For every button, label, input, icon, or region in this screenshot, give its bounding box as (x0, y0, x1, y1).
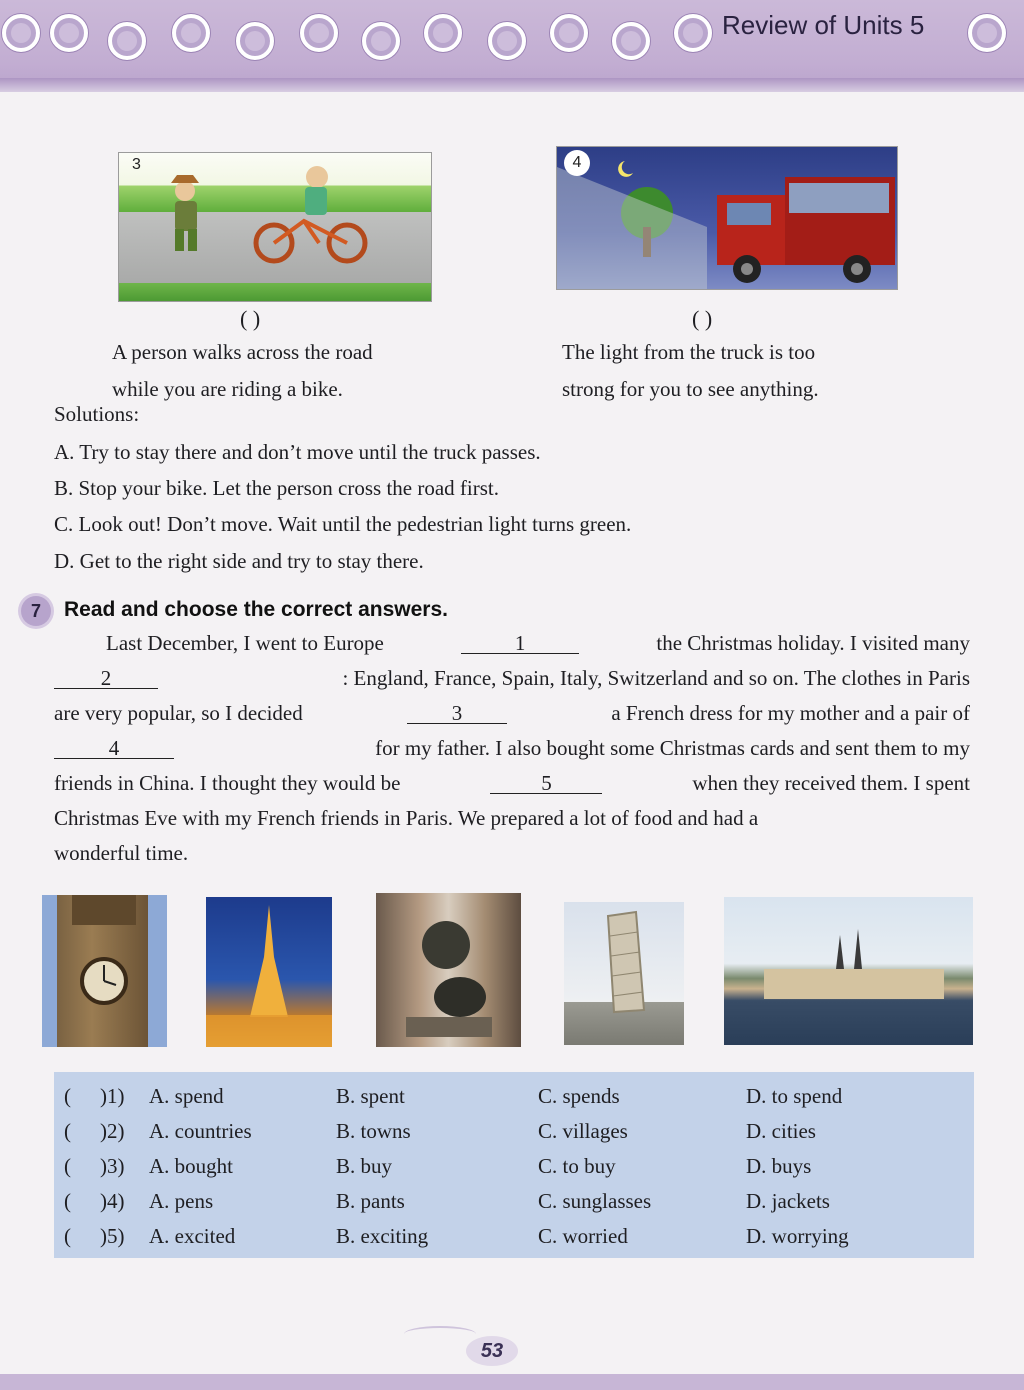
page-number: 53 (466, 1336, 518, 1366)
solution-item: D. Get to the right side and try to stay there. (54, 549, 424, 573)
caption-line: The light from the truck is too (562, 340, 816, 364)
option-c[interactable]: C. spends (538, 1084, 620, 1108)
passage-line (54, 806, 970, 831)
option-b[interactable]: B. buy (336, 1154, 393, 1178)
question-row (54, 1148, 974, 1183)
answer-parentheses[interactable]: ( ) (240, 306, 261, 331)
question-row (54, 1218, 974, 1253)
answer-blank[interactable]: 1 (461, 633, 579, 654)
multiple-choice-table (54, 1072, 974, 1258)
answer-paren[interactable]: ( (64, 1084, 71, 1108)
option-a[interactable]: A. excited (149, 1224, 236, 1248)
option-b[interactable]: B. pants (336, 1189, 405, 1213)
option-b[interactable]: B. spent (336, 1084, 405, 1108)
ring-decoration-icon (172, 14, 210, 52)
ring-decoration-icon (424, 14, 462, 52)
question-number: )3) (100, 1154, 125, 1178)
passage-text: Christmas Eve with my French friends in Paris. We prepared a lot of food and had a (54, 806, 759, 830)
passage-line (54, 736, 970, 761)
ring-decoration-icon (968, 14, 1006, 52)
question-number: )2) (100, 1119, 125, 1143)
option-a[interactable]: A. countries (149, 1119, 252, 1143)
picture-caption (562, 334, 819, 408)
answer-paren[interactable]: ( (64, 1224, 71, 1248)
solution-item: B. Stop your bike. Let the person cross the road first. (54, 476, 499, 500)
ring-decoration-icon (612, 22, 650, 60)
illustration-night-truck (556, 146, 898, 290)
question-number: )5) (100, 1224, 125, 1248)
ring-decoration-icon (2, 14, 40, 52)
solution-item: A. Try to stay there and don’t move until the truck passes. (54, 440, 541, 464)
question-number: )1) (100, 1084, 125, 1108)
ring-decoration-icon (50, 14, 88, 52)
answer-parentheses[interactable]: ( ) (692, 306, 713, 331)
ring-decoration-icon (550, 14, 588, 52)
option-d[interactable]: D. to spend (746, 1084, 843, 1108)
option-a[interactable]: A. bought (149, 1154, 233, 1178)
illustration-pedestrian-bike (118, 152, 432, 302)
ring-decoration-icon (488, 22, 526, 60)
option-b[interactable]: B. towns (336, 1119, 411, 1143)
passage-text: Last December, I went to Europe (106, 631, 384, 655)
option-d[interactable]: D. buys (746, 1154, 812, 1178)
caption-line: while you are riding a bike. (112, 377, 343, 401)
question-number: )4) (100, 1189, 125, 1213)
answer-blank[interactable]: 3 (407, 703, 507, 724)
option-c[interactable]: C. to buy (538, 1154, 616, 1178)
picture-number: 4 (564, 150, 590, 176)
picture-number: 3 (132, 156, 141, 173)
solution-item: C. Look out! Don’t move. Wait until the pedestrian light turns green. (54, 512, 632, 536)
passage-text: friends in China. I thought they would be (54, 771, 401, 795)
unit-title: Review of Units 5 (722, 10, 925, 40)
swoosh-decoration-icon (404, 1326, 476, 1342)
passage-text: are very popular, so I decided (54, 701, 303, 725)
ring-decoration-icon (674, 14, 712, 52)
option-c[interactable]: C. worried (538, 1224, 628, 1248)
passage-text: : England, France, Spain, Italy, Switzerland and so on. The clothes in Paris (342, 666, 970, 690)
photo-madrid-statue (376, 893, 521, 1047)
ring-decoration-icon (362, 22, 400, 60)
passage-line (54, 841, 970, 866)
passage-line (54, 701, 970, 726)
question-row (54, 1183, 974, 1218)
passage-text: wonderful time. (54, 841, 189, 865)
passage-text: a French dress for my mother and a pair of (611, 701, 970, 725)
answer-blank[interactable]: 2 (54, 668, 158, 689)
caption-line: A person walks across the road (112, 340, 373, 364)
question-row (54, 1078, 974, 1113)
photo-eiffel-tower (206, 897, 332, 1047)
answer-paren[interactable]: ( (64, 1119, 71, 1143)
ring-decoration-icon (300, 14, 338, 52)
option-a[interactable]: A. pens (149, 1189, 214, 1213)
photo-lucerne-lake (724, 897, 973, 1045)
option-b[interactable]: B. exciting (336, 1224, 429, 1248)
passage-line (54, 771, 970, 796)
answer-blank[interactable]: 5 (490, 773, 602, 794)
picture-caption (112, 334, 373, 408)
ring-decoration-icon (236, 22, 274, 60)
solutions-label: Solutions: (54, 402, 140, 426)
answer-paren[interactable]: ( (64, 1189, 71, 1213)
option-d[interactable]: D. cities (746, 1119, 816, 1143)
section-number-badge: 7 (21, 596, 51, 626)
option-c[interactable]: C. sunglasses (538, 1189, 652, 1213)
passage-text: the Christmas holiday. I visited many (656, 631, 970, 655)
section-title: Read and choose the correct answers. (64, 598, 448, 621)
answer-blank[interactable]: 4 (54, 738, 174, 759)
passage-text: for my father. I also bought some Christmas cards and sent them to my (375, 736, 970, 760)
photo-big-ben (42, 895, 167, 1047)
passage-text: when they received them. I spent (692, 771, 970, 795)
answer-paren[interactable]: ( (64, 1154, 71, 1178)
page-header (0, 0, 1024, 92)
passage-line (54, 666, 970, 691)
option-c[interactable]: C. villages (538, 1119, 628, 1143)
caption-line: strong for you to see anything. (562, 377, 819, 401)
option-d[interactable]: D. worrying (746, 1224, 849, 1248)
passage-line (54, 631, 970, 656)
photo-leaning-tower-pisa (564, 902, 684, 1045)
option-d[interactable]: D. jackets (746, 1189, 830, 1213)
footer-band (0, 1374, 1024, 1390)
question-row (54, 1113, 974, 1148)
option-a[interactable]: A. spend (149, 1084, 224, 1108)
ring-decoration-icon (108, 22, 146, 60)
